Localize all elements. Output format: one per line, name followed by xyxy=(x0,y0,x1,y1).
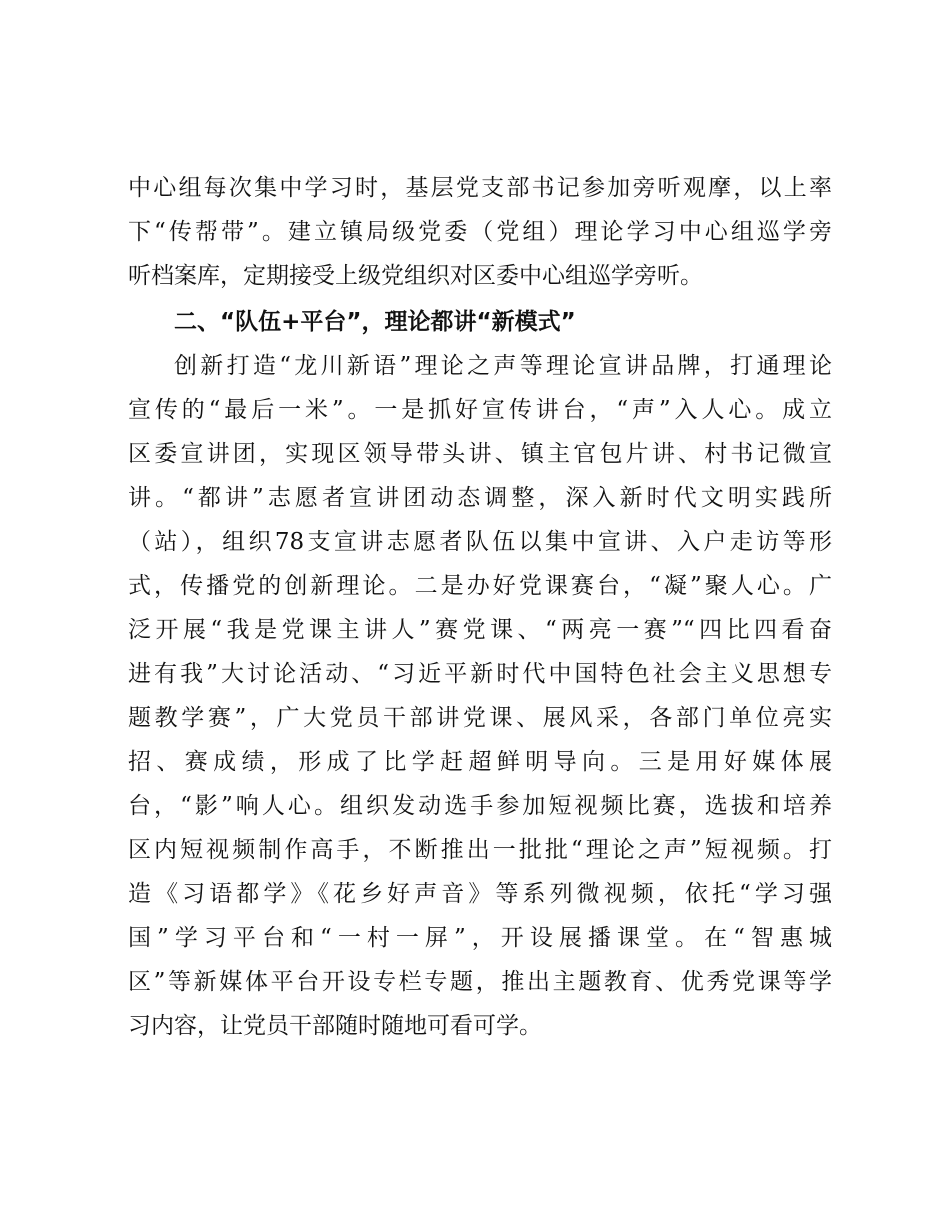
paragraph-line: 区”等新媒体平台开设专栏专题，推出主题教育、优秀党课等学 xyxy=(128,969,832,995)
paragraph-line: 泛开展“我是党课主讲人”赛党课、“两亮一赛”“四比四看奋 xyxy=(128,617,832,643)
paragraph-line: 习内容，让党员干部随时随地可看可学。 xyxy=(128,1013,542,1039)
paragraph-line: （站），组织78支宣讲志愿者队伍以集中宣讲、入户走访等形 xyxy=(128,529,832,555)
paragraph-line: 创新打造“龙川新语”理论之声等理论宣讲品牌，打通理论 xyxy=(174,353,832,379)
paragraph-line: 听档案库，定期接受上级党组织对区委中心组巡学旁听。 xyxy=(128,263,703,289)
paragraph-line: 造《习语都学》《花乡好声音》等系列微视频，依托“学习强 xyxy=(128,881,832,907)
paragraph-line: 国”学习平台和“一村一屏”，开设展播课堂。在“智惠城 xyxy=(128,925,832,951)
paragraph-1 xyxy=(128,166,832,298)
paragraph-line: 招、赛成绩，形成了比学赶超鲜明导向。三是用好媒体展 xyxy=(128,749,832,775)
document-body xyxy=(128,166,832,1048)
section-heading: 二、“队伍+平台”，理论都讲“新模式” xyxy=(174,309,576,335)
paragraph-line: 进有我”大讨论活动、“习近平新时代中国特色社会主义思想专 xyxy=(128,661,832,687)
paragraph-line: 区内短视频制作高手，不断推出一批批“理论之声”短视频。打 xyxy=(128,837,832,863)
paragraph-line: 区委宣讲团，实现区领导带头讲、镇主官包片讲、村书记微宣 xyxy=(128,441,832,467)
paragraph-line: 台，“影”响人心。组织发动选手参加短视频比赛，选拔和培养 xyxy=(128,793,832,819)
paragraph-line: 讲。“都讲”志愿者宣讲团动态调整，深入新时代文明实践所 xyxy=(128,485,832,511)
paragraph-line: 题教学赛”，广大党员干部讲党课、展风采，各部门单位亮实 xyxy=(128,705,832,731)
paragraph-line: 中心组每次集中学习时，基层党支部书记参加旁听观摩，以上率 xyxy=(128,175,832,201)
paragraph-2 xyxy=(128,344,832,1048)
paragraph-line: 式，传播党的创新理论。二是办好党课赛台，“凝”聚人心。广 xyxy=(128,573,832,599)
paragraph-line: 下“传帮带”。建立镇局级党委（党组）理论学习中心组巡学旁 xyxy=(128,219,832,245)
paragraph-line: 宣传的“最后一米”。一是抓好宣传讲台，“声”入人心。成立 xyxy=(128,397,832,423)
